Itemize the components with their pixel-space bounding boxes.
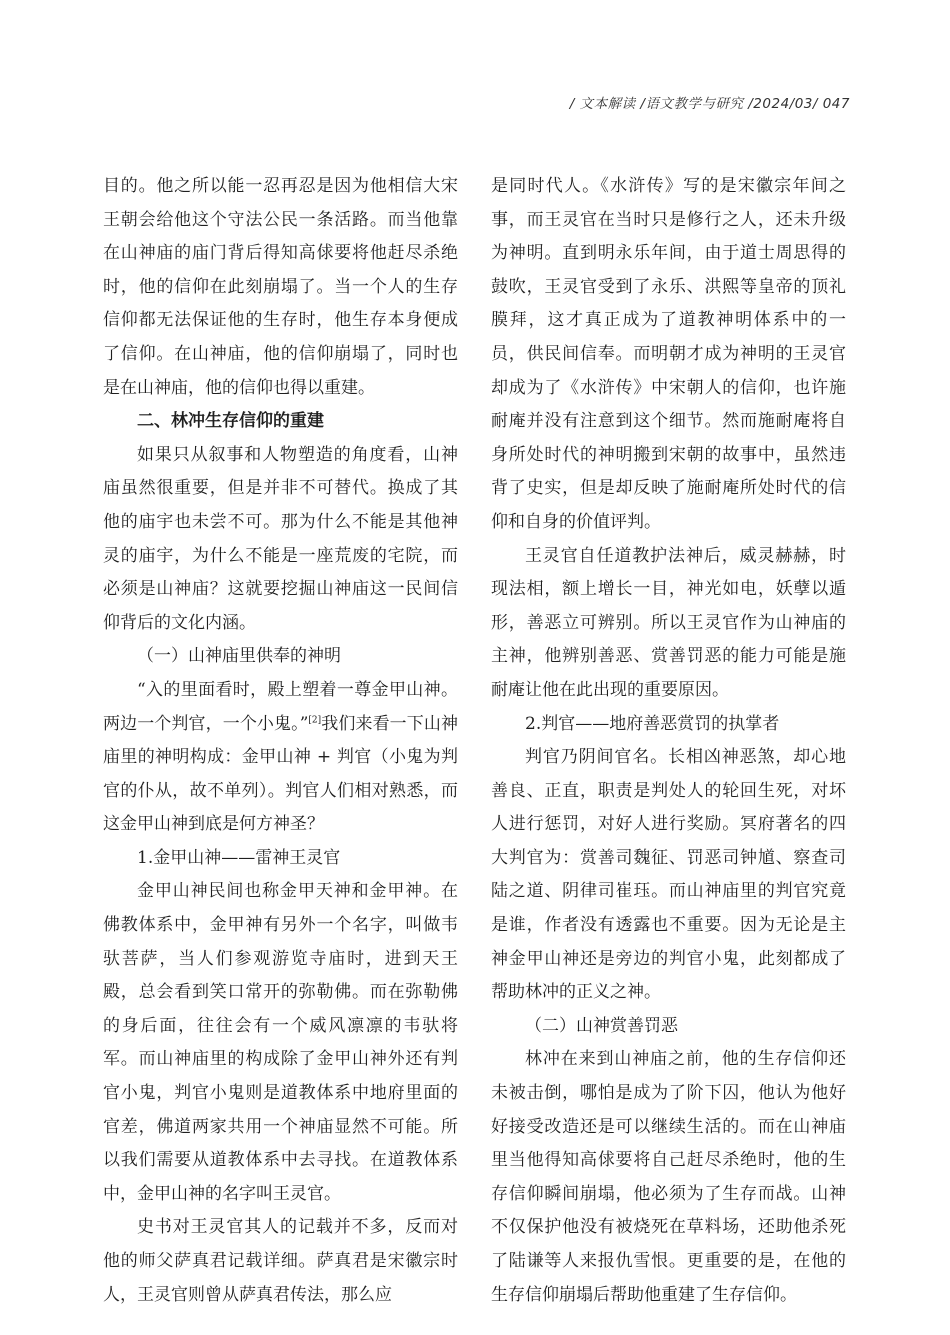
subsection-heading: （一）山神庙里供奉的神明 bbox=[137, 646, 341, 667]
section-heading: 二、林冲生存信仰的重建 bbox=[137, 411, 324, 432]
paragraph: 是同时代人。《水浒传》写的是宋徽宗年间之事，而王灵官在当时只是修行之人，还未升级为神明。直到明永乐年间，由于道士周思得的鼓吹，王灵官受到了永乐、洪熙等皇帝的顶礼膜拜，这才真正成为了道教神明体系中的一员，供民间信奉。而明朝才成为神明的王灵官却成为了《水浒传》中宋朝人的信仰，也许施耐庵并没有注意到这个细节。然而施耐庵将自身所处时代的神明搬到宋朝的故事中，虽然违背了史实，但是却反映了施耐庵所处时代的信仰和自身的价值评判。 bbox=[491, 176, 846, 532]
paragraph: 史书对王灵官其人的记载并不多，反而对他的师父萨真君记载详细。萨真君是宋徽宗时人，王灵官则曾从萨真君传法，那么应 bbox=[103, 1217, 458, 1305]
paragraph: 如果只从叙事和人物塑造的角度看，山神庙虽然很重要，但是并非不可替代。换成了其他的庙宇也未尝不可。那为什么不能是其他神灵的庙宇，为什么不能是一座荒废的宅院，而必须是山神庙？这就要挖掘山神庙这一民间信仰背后的文化内涵。 bbox=[103, 444, 458, 633]
paragraph: 王灵官自任道教护法神后，威灵赫赫，时现法相，额上增长一目，神光如电，妖孽以遁形，善恶立可辨别。所以王灵官作为山神庙的主神，他辨别善恶、赏善罚恶的能力可能是施耐庵让他在此出现的重要原因。 bbox=[491, 545, 846, 700]
subsection-heading: 1.金甲山神——雷神王灵官 bbox=[137, 847, 341, 868]
left-column bbox=[103, 170, 458, 1312]
quote-text: “入的里面看时，殿上塑着一尊金甲山神。两边一个判官，一个小鬼。” bbox=[103, 679, 458, 734]
subsection-heading: 2.判官——地府善恶赏罚的执掌者 bbox=[525, 713, 780, 734]
subsection-heading: （二）山神赏善罚恶 bbox=[525, 1015, 678, 1036]
paragraph: 目的。他之所以能一忍再忍是因为他相信大宋王朝会给他这个守法公民一条活路。而当他靠在山神庙的庙门背后得知高俅要将他赶尽杀绝时，他的信仰在此刻崩塌了。当一个人的生存信仰都无法保证他的生存时，他生存本身便成了信仰。在山神庙，他的信仰崩塌了，同时也是在山神庙，他的信仰也得以重建。 bbox=[103, 176, 458, 398]
running-header: / 文本解读 /语文教学与研究 /2024/03/ 047 bbox=[569, 96, 850, 112]
paragraph: 金甲山神民间也称金甲天神和金甲神。在佛教体系中，金甲神有另外一个名字，叫做韦驮菩萨，当人们参观游览寺庙时，进到天王殿，总会看到笑口常开的弥勒佛。而在弥勒佛的身后面，往往会有一个威风凛凛的韦驮将军。而山神庙里的构成除了金甲山神外还有判官小鬼，判官小鬼则是道教体系中地府里面的官差，佛道两家共用一个神庙显然不可能。所以我们需要从道教体系中去寻找。在道教体系中，金甲山神的名字叫王灵官。 bbox=[103, 881, 458, 1204]
quote-paragraph bbox=[103, 674, 458, 842]
right-column bbox=[491, 170, 846, 1312]
paragraph: 判官乃阴间官名。长相凶神恶煞，却心地善良、正直，职责是判处人的轮回生死，对坏人进行惩罚，对好人进行奖励。冥府著名的四大判官为：赏善司魏征、罚恶司钟馗、察查司陆之道、阴律司崔珏。而山神庙里的判官究竟是谁，作者没有透露也不重要。因为无论是主神金甲山神还是旁边的判官小鬼，此刻都成了帮助林冲的正义之神。 bbox=[491, 747, 846, 1003]
paragraph-text: 我们来看一下山神庙里的神明构成：金甲山神 + 判官（小鬼为判官的仆从，故不单列）。判官人们相对熟悉，而这金甲山神到底是何方神圣？ bbox=[103, 713, 458, 835]
citation-marker: [2] bbox=[308, 714, 322, 725]
paragraph: 林冲在来到山神庙之前，他的生存信仰还未被击倒，哪怕是成为了阶下囚，他认为他好好接受改造还是可以继续生活的。而在山神庙里当他得知高俅要将自己赶尽杀绝时，他的生存信仰瞬间崩塌，他必须为了生存而战。山神不仅保护他没有被烧死在草料场，还助他杀死了陆谦等人来报仇雪恨。更重要的是，在他的生存信仰崩塌后帮助他重建了生存信仰。 bbox=[491, 1049, 846, 1305]
